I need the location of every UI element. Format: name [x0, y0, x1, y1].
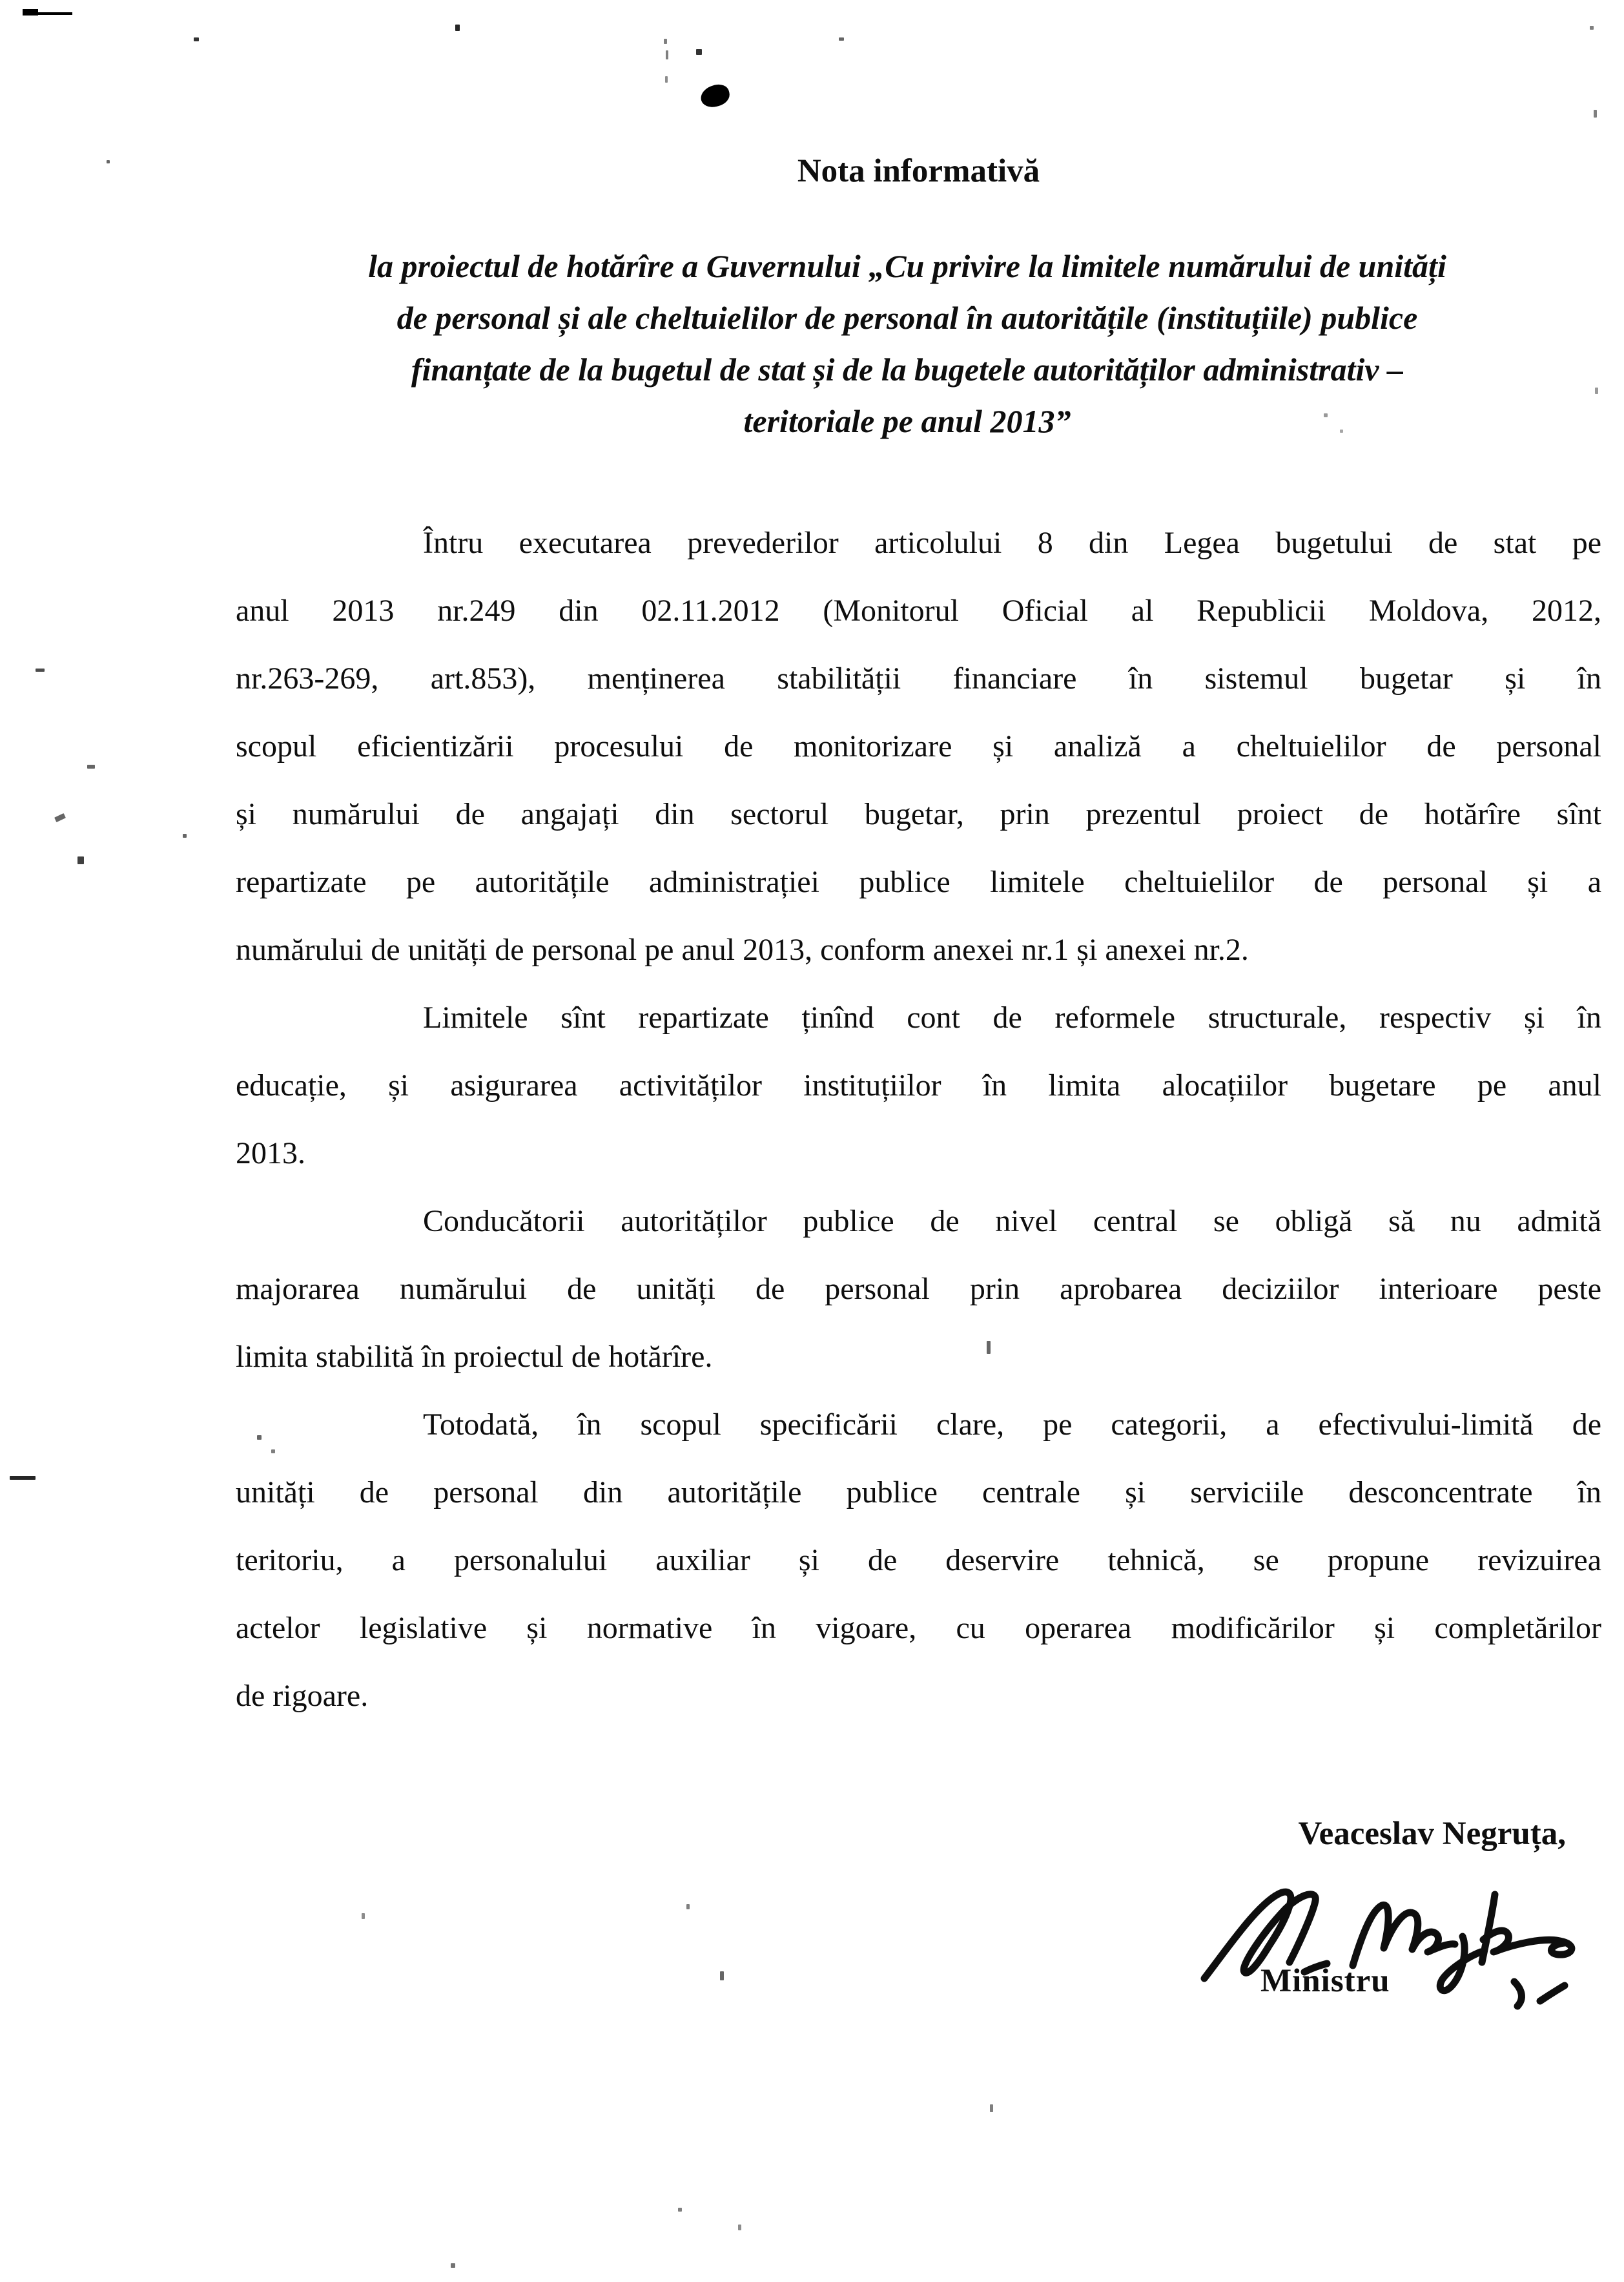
scan-speck — [455, 25, 460, 31]
scan-speck — [686, 1904, 690, 1909]
scan-speck — [678, 2208, 682, 2212]
text-line: teritoriu, a personalului auxiliar și de deservire tehnică, se propune revizuirea — [236, 1543, 1601, 1577]
paragraph — [236, 509, 1601, 984]
scan-speck — [54, 813, 66, 822]
text-line: Întru executarea prevederilor articolului 8 din Legea bugetului de stat pe — [423, 526, 1601, 560]
ink-blob — [699, 82, 732, 110]
scan-speck — [194, 37, 199, 41]
scan-speck — [839, 37, 844, 41]
text-line: de rigoare. — [236, 1679, 369, 1713]
scan-speck — [990, 2104, 993, 2112]
text-line: limita stabilită în proiectul de hotărîre. — [236, 1340, 713, 1374]
scan-speck — [362, 1913, 365, 1919]
paragraph — [236, 1187, 1601, 1391]
text-line: de personal și ale cheltuielilor de personal în autoritățile (instituțiile) publice — [396, 300, 1418, 336]
scan-speck — [10, 1476, 36, 1480]
text-line: la proiectul de hotărîre a Guvernului „Cu privire la limitele numărului de unități — [368, 248, 1446, 284]
scan-speck — [87, 765, 95, 769]
text-line: Conducătorii autorităților publice de nivel central se obligă să nu admită — [423, 1204, 1601, 1238]
text-line: nr.263-269, art.853), menținerea stabilității financiare în sistemul bugetar și în — [236, 661, 1601, 696]
scan-speck — [77, 856, 84, 864]
scan-speck — [666, 50, 668, 59]
text-line: finanțate de la bugetul de stat și de la bugetele autorităților administrativ – — [411, 351, 1404, 388]
paragraph — [236, 1391, 1601, 1730]
signatory-role: Ministru — [1260, 1963, 1390, 1999]
scan-speck — [738, 2225, 741, 2230]
scan-speck — [107, 160, 110, 163]
text-line: și numărului de angajați din sectorul bugetar, prin prezentul proiect de hotărîre sînt — [236, 797, 1601, 831]
text-line: numărului de unități de personal pe anul 2013, conform anexei nr.1 și anexei nr.2. — [236, 933, 1249, 967]
signatory-name: Veaceslav Negruța, — [1298, 1816, 1566, 1852]
scan-speck — [1590, 26, 1594, 30]
document-body — [236, 509, 1601, 1730]
text-line: educație, și asigurarea activităților instituțiilor în limita alocațiilor bugetare pe anul — [236, 1068, 1601, 1103]
text-line: repartizate pe autoritățile administrației publice limitele cheltuielilor de personal și a — [236, 865, 1601, 899]
text-line: majorarea numărului de unități de personal prin aprobarea deciziilor interioare peste — [236, 1272, 1601, 1306]
scan-corner-line — [34, 12, 72, 15]
handwritten-signature-icon — [1191, 1872, 1592, 2020]
scan-speck — [1594, 110, 1597, 118]
scan-speck — [664, 39, 667, 44]
scan-speck — [451, 2263, 455, 2268]
text-line: 2013. — [236, 1136, 305, 1170]
scan-speck — [183, 834, 187, 838]
text-line: Limitele sînt repartizate ținînd cont de reformele structurale, respectiv și în — [423, 1001, 1601, 1035]
text-line: teritoriale pe anul 2013” — [743, 403, 1071, 439]
scan-speck — [696, 49, 702, 55]
text-line: unități de personal din autoritățile publice centrale și serviciile desconcentrate în — [236, 1475, 1601, 1509]
scan-speck — [720, 1971, 724, 1980]
text-line: anul 2013 nr.249 din 02.11.2012 (Monitorul Oficial al Republicii Moldova, 2012, — [236, 594, 1601, 628]
scan-speck — [665, 76, 668, 83]
scan-speck — [36, 669, 45, 672]
page-title: Nota informativă — [797, 153, 1040, 189]
paragraph — [236, 984, 1601, 1187]
text-line: actelor legislative și normative în vigoare, cu operarea modificărilor și completărilor — [236, 1611, 1601, 1645]
document-subtitle — [213, 240, 1601, 447]
text-line: scopul eficientizării procesului de monitorizare și analiză a cheltuielilor de personal — [236, 729, 1601, 763]
text-line: Totodată, în scopul specificării clare, pe categorii, a efectivului-limită de — [423, 1407, 1601, 1442]
